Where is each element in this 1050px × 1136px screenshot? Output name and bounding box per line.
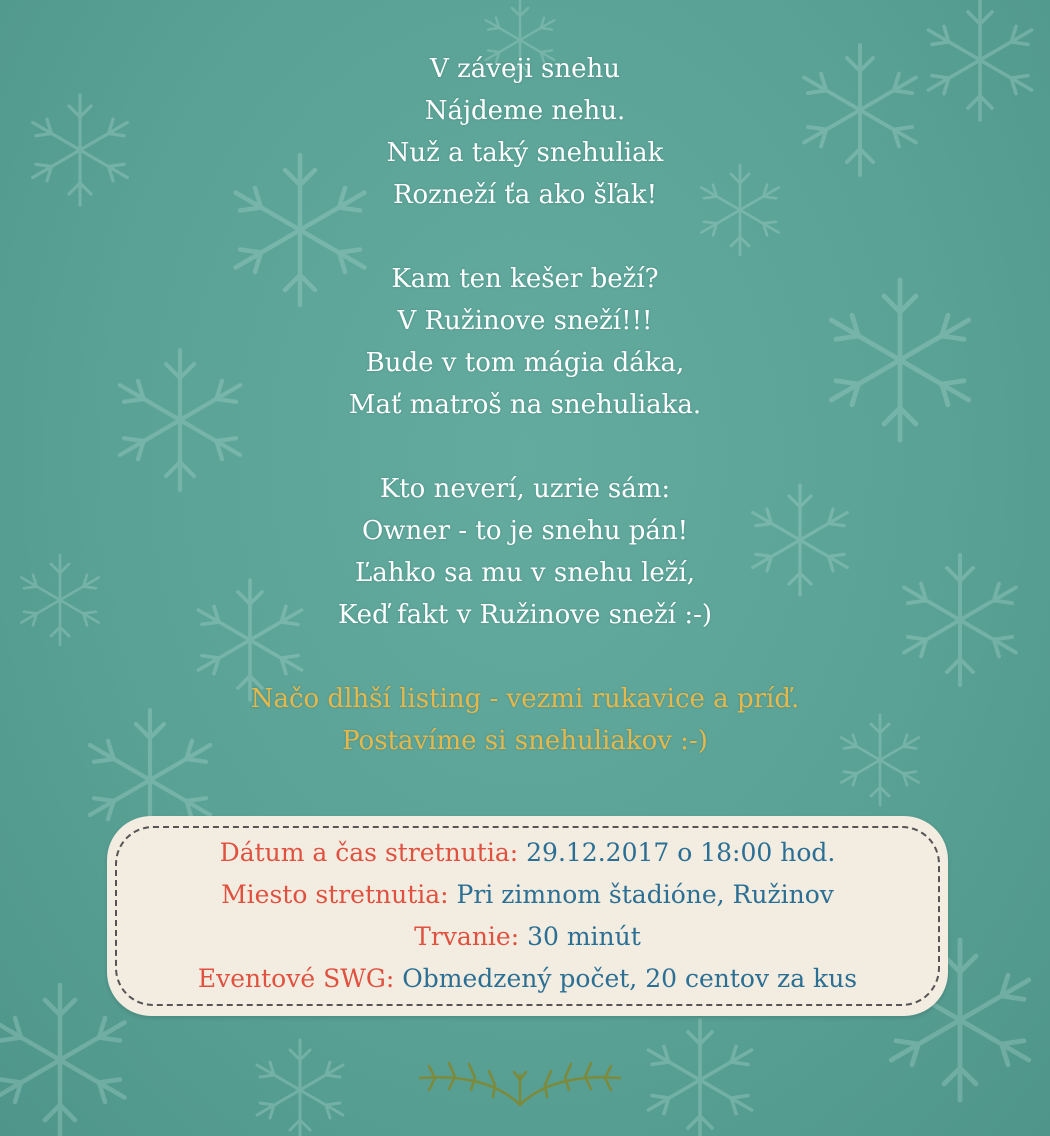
poem-line: Bude v tom mágia dáka, [365,348,685,378]
info-row-datetime [107,832,948,874]
info-label: Miesto stretnutia: [221,880,449,909]
info-label: Dátum a čas stretnutia: [219,838,519,867]
info-row-duration [107,916,948,958]
info-row-location [107,874,948,916]
event-info-lines [107,832,948,1000]
poem-line: Rozneží ťa ako šľak! [392,180,658,210]
info-row-swg [107,958,948,1000]
poem-line: Kto neverí, uzrie sám: [379,474,671,504]
poem-line: Nájdeme nehu. [424,96,626,126]
poem-stanza-1 [0,48,1050,216]
info-label: Eventové SWG: [197,964,395,993]
poem [0,48,1050,762]
poem-stanza-3 [0,468,1050,636]
poem-line: V záveji snehu [430,54,620,84]
info-label: Trvanie: [414,922,520,951]
closing-note [0,678,1050,762]
poem-line: Ľahko sa mu v snehu leží, [354,558,696,588]
closing-line: Načo dlhší listing - vezmi rukavice a príď. [250,684,800,714]
poem-line: Nuž a taký snehuliak [386,138,664,168]
closing-line: Postavíme si snehuliakov :-) [342,726,708,756]
poem-line: Owner - to je snehu pán! [361,516,689,546]
info-value: 30 minút [527,922,641,951]
event-info-card [107,816,948,1016]
info-value: Pri zimnom štadióne, Ružinov [456,880,834,909]
poem-line: Mať matroš na snehuliaka. [348,390,702,420]
poem-line: Kam ten kešer beží? [391,264,659,294]
info-value: Obmedzený počet, 20 centov za kus [402,964,858,993]
poem-stanza-2 [0,258,1050,426]
pine-sprig-icon [415,1050,625,1110]
poem-line: V Ružinove sneží!!! [397,306,653,336]
poem-line: Keď fakt v Ružinove sneží :-) [337,600,713,630]
info-value: 29.12.2017 o 18:00 hod. [526,838,836,867]
